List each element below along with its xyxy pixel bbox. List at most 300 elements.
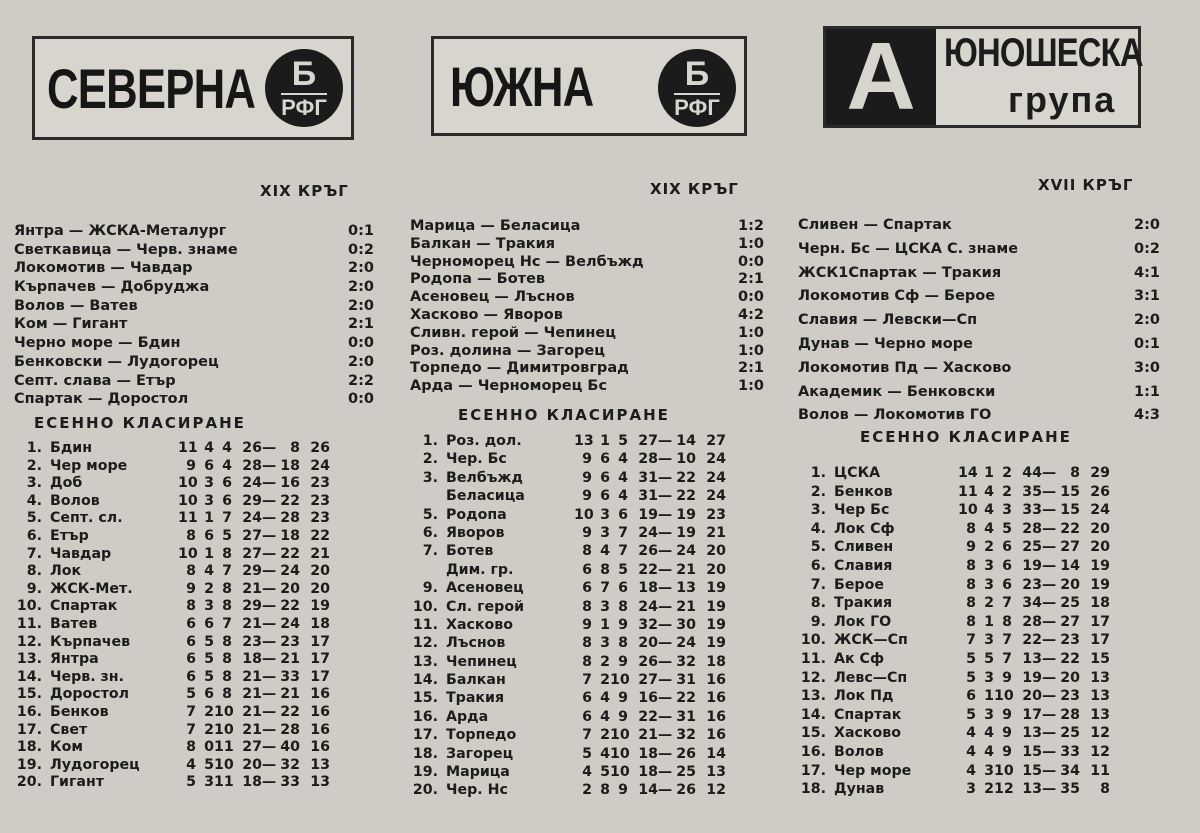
standing-draws: 8: [600, 782, 610, 799]
standing-points: 23: [310, 492, 330, 509]
standing-team: Дунав: [834, 781, 885, 798]
table-row: [410, 450, 726, 468]
match-score: 1:0: [738, 324, 764, 341]
standing-team: Гигант: [50, 774, 104, 791]
standing-losses: 7: [222, 615, 232, 632]
standing-goals-for: 20: [242, 756, 262, 773]
standing-losses: 9: [1002, 706, 1012, 723]
standing-losses: 9: [1002, 669, 1012, 686]
standing-wins: 9: [582, 524, 592, 541]
standing-position: 9.: [422, 580, 438, 597]
standing-position: 17.: [412, 727, 438, 744]
standing-goals-for: 21: [638, 727, 658, 744]
standing-position: 5.: [422, 506, 438, 523]
youth-standings-title: ЕСЕННО КЛАСИРАНЕ: [860, 428, 1072, 446]
standing-team: Балкан: [446, 672, 506, 689]
standing-losses: 9: [1002, 743, 1012, 760]
table-row: [410, 598, 726, 616]
standing-team: Бдин: [50, 440, 93, 456]
standing-goals-for: 28: [1022, 613, 1042, 630]
standing-wins: 6: [186, 668, 196, 685]
table-row: [14, 634, 330, 652]
standing-goals-against: 8: [1070, 465, 1080, 481]
standing-wins: 4: [966, 743, 976, 760]
standing-losses: 6: [222, 492, 232, 509]
standing-position: 16.: [412, 708, 438, 725]
result-row: [410, 378, 764, 396]
standing-points: 22: [310, 527, 330, 544]
standing-goals-against: 21: [676, 598, 696, 615]
standing-points: 23: [310, 475, 330, 492]
match-score: 1:0: [738, 235, 764, 252]
table-row: [14, 510, 330, 528]
table-row: [798, 557, 1110, 576]
match-name: Торпедо — Димитровград: [410, 360, 629, 377]
standing-position: 15.: [800, 725, 826, 742]
standing-draws: 1: [984, 613, 994, 630]
standing-points: 19: [1090, 557, 1110, 574]
standing-goals-for: 20: [1022, 688, 1042, 705]
standing-wins: 9: [582, 616, 592, 633]
standing-points: 13: [310, 774, 330, 791]
standing-losses: 12: [994, 781, 1014, 798]
standing-team: Славия: [834, 557, 893, 574]
standing-draws: 2: [204, 721, 214, 738]
standing-goals-for: 24: [242, 475, 262, 492]
standing-losses: 8: [1002, 613, 1012, 630]
standing-team: Сливен: [834, 539, 894, 556]
south-header: [431, 36, 747, 136]
standing-goals-against: 31: [676, 672, 696, 689]
score-dash: —: [1042, 743, 1057, 760]
standing-goals-against: 22: [676, 690, 696, 707]
standing-position: 8.: [26, 563, 42, 580]
result-row: [798, 214, 1160, 238]
standing-points: 19: [1090, 576, 1110, 593]
match-score: 4:3: [1134, 407, 1160, 424]
table-row: [798, 762, 1110, 781]
score-dash: —: [262, 703, 277, 720]
standing-goals-against: 13: [676, 580, 696, 597]
standing-losses: 9: [618, 708, 628, 725]
standing-position: 10.: [16, 598, 42, 615]
youth-title-line2: група: [1008, 79, 1117, 120]
standing-position: 3.: [810, 502, 826, 519]
standing-losses: 9: [618, 690, 628, 707]
match-score: 2:0: [1134, 217, 1160, 233]
standing-goals-against: 22: [676, 469, 696, 486]
standing-position: 3.: [422, 469, 438, 486]
standing-position: 5.: [26, 510, 42, 527]
table-row: [798, 464, 1110, 483]
south-title: ЮЖНА: [450, 54, 594, 118]
standing-goals-against: 22: [280, 598, 300, 615]
match-name: Хасково — Яворов: [410, 306, 563, 323]
result-row: [798, 357, 1160, 381]
standing-draws: 4: [600, 745, 610, 762]
standing-wins: 7: [582, 672, 592, 689]
table-row: [14, 774, 330, 792]
score-dash: —: [658, 469, 673, 486]
result-row: [410, 289, 764, 307]
score-dash: —: [262, 457, 277, 474]
standing-team: Чер. Нс: [446, 782, 508, 799]
standing-points: 19: [706, 616, 726, 633]
standing-position: 9.: [810, 613, 826, 630]
standing-draws: 2: [600, 672, 610, 689]
standing-points: 20: [706, 561, 726, 578]
standing-wins: 8: [966, 576, 976, 593]
standing-wins: 5: [582, 745, 592, 762]
standing-goals-for: 35: [1022, 483, 1042, 500]
standing-wins: 4: [582, 764, 592, 781]
standing-draws: 3: [204, 475, 214, 492]
result-row: [410, 360, 764, 378]
table-row: [798, 706, 1110, 725]
standing-points: 16: [706, 690, 726, 707]
standing-wins: 4: [966, 762, 976, 779]
table-row: [14, 616, 330, 634]
standing-position: 19.: [16, 756, 42, 773]
standing-goals-for: 21: [242, 703, 262, 720]
standing-goals-for: 28: [1022, 520, 1042, 537]
standing-team: Лок ГО: [834, 613, 892, 630]
standing-goals-against: 22: [280, 545, 300, 562]
score-dash: —: [658, 433, 673, 449]
bfs-logo: Б РФГ: [265, 49, 343, 127]
standing-goals-against: 20: [280, 580, 300, 597]
table-row: [14, 686, 330, 704]
standing-goals-against: 22: [280, 703, 300, 720]
standing-goals-for: 24: [638, 598, 658, 615]
standing-team: Бенков: [50, 703, 109, 720]
standing-position: 7.: [810, 576, 826, 593]
table-row: [798, 669, 1110, 688]
standing-goals-for: 27: [242, 527, 262, 544]
score-dash: —: [1042, 725, 1057, 742]
standing-goals-for: 22: [638, 708, 658, 725]
score-dash: —: [658, 635, 673, 652]
standing-wins: 4: [186, 756, 196, 773]
score-dash: —: [1042, 576, 1057, 593]
result-row: [14, 315, 374, 334]
score-dash: —: [658, 653, 673, 670]
standing-draws: 2: [204, 580, 214, 597]
standing-losses: 8: [222, 545, 232, 562]
score-dash: —: [1042, 483, 1057, 500]
match-score: 4:2: [738, 306, 764, 323]
standing-position: 16.: [800, 743, 826, 760]
standing-points: 26: [310, 440, 330, 456]
standing-draws: 4: [984, 725, 994, 742]
standing-points: 23: [310, 510, 330, 527]
match-name: Черноморец Нс — Велбъжд: [410, 253, 644, 270]
standing-draws: 1: [600, 616, 610, 633]
standing-position: 15.: [16, 686, 42, 703]
standing-draws: 3: [600, 598, 610, 615]
standing-losses: 8: [222, 633, 232, 650]
standing-points: 23: [706, 506, 726, 523]
standing-goals-against: 22: [280, 492, 300, 509]
standing-goals-for: 14: [638, 782, 658, 799]
table-row: [410, 506, 726, 524]
standing-draws: 4: [984, 520, 994, 537]
result-row: [798, 285, 1160, 309]
standing-team: Загорец: [446, 745, 514, 762]
standing-goals-for: 21: [242, 668, 262, 685]
standing-wins: 10: [574, 506, 594, 523]
standing-team: Янтра: [50, 651, 99, 668]
table-row: [798, 576, 1110, 595]
standing-goals-for: 26: [242, 440, 262, 456]
standing-losses: 6: [618, 506, 628, 523]
score-dash: —: [1042, 781, 1057, 798]
match-score: 0:2: [1134, 240, 1160, 257]
standing-team: Кърпачев: [50, 633, 131, 650]
match-name: Асеновец — Лъснов: [410, 289, 575, 306]
score-dash: —: [658, 745, 673, 762]
table-row: [14, 563, 330, 581]
standing-team: Тракия: [446, 690, 505, 707]
standing-losses: 8: [222, 598, 232, 615]
standing-position: 6.: [810, 557, 826, 574]
standing-losses: 7: [222, 510, 232, 527]
table-row: [410, 616, 726, 634]
standing-goals-for: 27: [638, 672, 658, 689]
standing-position: 12.: [412, 635, 438, 652]
standing-goals-against: 21: [280, 686, 300, 703]
standing-losses: 11: [214, 739, 234, 756]
standing-wins: 10: [178, 545, 198, 562]
standing-goals-against: 24: [280, 563, 300, 580]
standing-wins: 8: [966, 595, 976, 612]
standing-losses: 8: [222, 651, 232, 668]
standing-goals-against: 18: [280, 527, 300, 544]
standing-goals-against: 19: [676, 506, 696, 523]
standing-draws: 5: [204, 668, 214, 685]
standing-goals-against: 20: [1060, 576, 1080, 593]
standing-draws: 3: [984, 669, 994, 686]
standing-draws: 1: [600, 433, 610, 449]
standing-team: Велбъжд: [446, 469, 523, 486]
standing-draws: 3: [600, 635, 610, 652]
table-row: [14, 546, 330, 564]
standing-goals-against: 33: [280, 668, 300, 685]
table-row: [14, 651, 330, 669]
standing-goals-for: 33: [1022, 502, 1042, 519]
standing-goals-against: 19: [676, 524, 696, 541]
a-letter-logo: А: [826, 29, 936, 125]
standing-wins: 6: [582, 561, 592, 578]
youth-results: [798, 214, 1160, 428]
table-row: [410, 671, 726, 689]
standing-draws: 8: [600, 561, 610, 578]
standing-points: 21: [310, 545, 330, 562]
result-row: [14, 241, 374, 260]
standing-goals-for: 31: [638, 488, 658, 505]
score-dash: —: [658, 598, 673, 615]
standing-losses: 6: [1002, 539, 1012, 556]
standing-wins: 8: [186, 527, 196, 544]
standing-team: Ботев: [446, 543, 494, 560]
match-name: Волов — Локомотив ГО: [798, 407, 992, 424]
standing-draws: 5: [600, 764, 610, 781]
standing-draws: 3: [204, 492, 214, 509]
result-row: [798, 404, 1160, 428]
standing-points: 21: [706, 524, 726, 541]
standing-points: 29: [1090, 465, 1110, 481]
standing-losses: 9: [618, 653, 628, 670]
standing-team: ЦСКА: [834, 465, 881, 481]
standing-team: Беласица: [446, 488, 525, 505]
match-name: Сливен — Спартак: [798, 217, 952, 233]
table-row: [798, 724, 1110, 743]
standing-goals-for: 28: [638, 451, 658, 468]
standing-draws: 1: [984, 688, 994, 705]
standing-goals-against: 20: [1060, 669, 1080, 686]
standing-position: [410, 561, 446, 579]
table-row: [798, 743, 1110, 762]
match-score: 1:1: [1134, 383, 1160, 400]
score-dash: —: [658, 580, 673, 597]
standing-goals-for: 19: [1022, 669, 1042, 686]
table-row: [410, 708, 726, 726]
table-row: [410, 487, 726, 505]
standing-points: 17: [310, 651, 330, 668]
score-dash: —: [658, 690, 673, 707]
standing-losses: 9: [1002, 725, 1012, 742]
bfs-logo: Б РФГ: [658, 49, 736, 127]
standing-points: 17: [1090, 613, 1110, 630]
standing-team: Спартак: [834, 706, 902, 723]
standing-losses: 4: [222, 457, 232, 474]
standing-wins: 10: [958, 502, 978, 519]
match-name: Роз. долина — Загорец: [410, 342, 606, 359]
standing-points: 24: [706, 469, 726, 486]
standing-points: 19: [310, 598, 330, 615]
standing-losses: 8: [618, 635, 628, 652]
standing-wins: 10: [178, 492, 198, 509]
standing-points: 11: [1090, 762, 1110, 779]
standing-points: 16: [310, 739, 330, 756]
match-score: 0:0: [738, 253, 764, 270]
standing-points: 24: [1090, 502, 1110, 519]
standing-goals-against: 24: [676, 635, 696, 652]
table-row: [798, 631, 1110, 650]
standing-goals-for: 20: [638, 635, 658, 652]
standing-position: 20.: [16, 774, 42, 791]
table-row: [14, 528, 330, 546]
standing-team: Хасково: [834, 725, 902, 742]
table-row: [14, 704, 330, 722]
standing-goals-for: 31: [638, 469, 658, 486]
score-dash: —: [1042, 502, 1057, 519]
score-dash: —: [1042, 595, 1057, 612]
standing-losses: 8: [618, 598, 628, 615]
match-name: Янтра — ЖСКА-Металург: [14, 223, 227, 239]
result-row: [410, 254, 764, 272]
standing-wins: 5: [966, 669, 976, 686]
match-score: 2:0: [348, 297, 374, 314]
table-row: [410, 781, 726, 799]
result-row: [410, 307, 764, 325]
standing-team: Лок Сф: [834, 520, 895, 537]
standing-goals-for: 24: [638, 524, 658, 541]
standing-position: 14.: [800, 706, 826, 723]
standing-goals-for: 26: [638, 543, 658, 560]
standing-wins: 2: [582, 782, 592, 799]
north-standings: [14, 440, 330, 792]
standing-losses: 6: [618, 580, 628, 597]
standing-goals-for: 16: [638, 690, 658, 707]
south-standings-title: ЕСЕННО КЛАСИРАНЕ: [458, 406, 670, 424]
youth-a-group-column: [798, 0, 1170, 833]
match-name: Волов — Ватев: [14, 297, 138, 314]
standing-goals-against: 16: [280, 475, 300, 492]
match-name: ЖСК1Спартак — Тракия: [798, 264, 1002, 281]
standing-losses: 10: [214, 703, 234, 720]
standing-position: 11.: [412, 616, 438, 633]
standing-goals-for: 18: [638, 764, 658, 781]
standing-position: 2.: [26, 457, 42, 474]
result-row: [14, 297, 374, 316]
standing-points: 20: [706, 543, 726, 560]
standing-goals-for: 19: [1022, 557, 1042, 574]
table-row: [798, 483, 1110, 502]
table-row: [798, 650, 1110, 669]
match-name: Кърпачев — Добруджа: [14, 279, 210, 296]
standing-position: 9.: [26, 580, 42, 597]
north-standings-title: ЕСЕННО КЛАСИРАНЕ: [34, 414, 246, 432]
standing-goals-against: 22: [1060, 650, 1080, 667]
standing-points: 24: [706, 451, 726, 468]
standing-losses: 10: [994, 688, 1014, 705]
standing-goals-for: 13: [1022, 781, 1042, 798]
standing-goals-against: 25: [676, 764, 696, 781]
standing-goals-against: 18: [280, 457, 300, 474]
standing-draws: 3: [204, 598, 214, 615]
standing-points: 8: [1100, 781, 1110, 798]
match-name: Ком — Гигант: [14, 316, 128, 333]
standing-wins: 8: [582, 543, 592, 560]
result-row: [14, 259, 374, 278]
score-dash: —: [262, 686, 277, 703]
standing-position: 20.: [412, 782, 438, 799]
standing-position: 17.: [800, 762, 826, 779]
match-name: Светкавица — Черв. знаме: [14, 241, 238, 258]
standing-draws: 4: [600, 543, 610, 560]
standing-draws: 7: [600, 580, 610, 597]
table-row: [14, 598, 330, 616]
score-dash: —: [658, 561, 673, 578]
standing-goals-for: 21: [242, 721, 262, 738]
match-score: 1:0: [738, 378, 764, 395]
standing-draws: 4: [984, 483, 994, 500]
score-dash: —: [262, 492, 277, 509]
standing-team: Спартак: [50, 598, 118, 615]
standing-draws: 1: [204, 510, 214, 527]
result-row: [410, 236, 764, 254]
match-score: 3:0: [1134, 359, 1160, 376]
standing-wins: 13: [574, 433, 594, 449]
standing-team: Левс—Сп: [834, 669, 908, 686]
standing-losses: 4: [618, 469, 628, 486]
standing-goals-for: 21: [242, 580, 262, 597]
standing-losses: 8: [222, 580, 232, 597]
standing-draws: 6: [204, 686, 214, 703]
match-name: Арда — Черноморец Бс: [410, 378, 608, 395]
table-row: [410, 524, 726, 542]
